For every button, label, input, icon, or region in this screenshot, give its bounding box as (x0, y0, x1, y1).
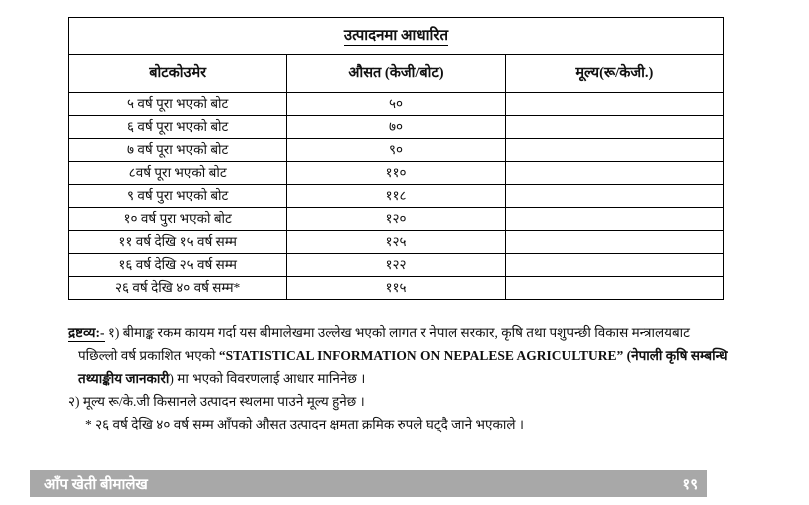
table-header-row (69, 55, 724, 93)
table-row (69, 185, 724, 208)
cell-average: ५० (287, 93, 505, 116)
cell-price (505, 185, 723, 208)
column-header-age: बोटकोउमेर (69, 55, 287, 93)
cell-price (505, 93, 723, 116)
cell-age: १६ वर्ष देखि २५ वर्ष सम्म (69, 254, 287, 277)
table-row (69, 116, 724, 139)
note-1-line-2-bold: “STATISTICAL INFORMATION ON NEPALESE AGRICULTURE” (नेपाली कृषि सम्बन्धि (218, 348, 728, 363)
note-1-line-3-bold: तथ्याङ्कीय जानकारी (78, 371, 170, 386)
cell-price (505, 116, 723, 139)
cell-average: १२५ (287, 231, 505, 254)
column-header-price: मूल्य(रू/केजी.) (505, 55, 723, 93)
cell-age: ५ वर्ष पूरा भएको बोट (69, 93, 287, 116)
cell-average: ११० (287, 162, 505, 185)
table-row (69, 277, 724, 300)
table-row (69, 231, 724, 254)
table-row (69, 139, 724, 162)
cell-average: ९० (287, 139, 505, 162)
footer-page-number: १९ (682, 476, 698, 493)
cell-average: १२० (287, 208, 505, 231)
cell-age: २६ वर्ष देखि ४० वर्ष सम्म* (69, 277, 287, 300)
cell-average: ११५ (287, 277, 505, 300)
table-row (69, 254, 724, 277)
footnotes-block (68, 321, 750, 436)
table-title-cell (69, 18, 724, 55)
cell-age: ६ वर्ष पूरा भएको बोट (69, 116, 287, 139)
footer-bar (30, 470, 707, 497)
column-header-average: औसत (केजी/बोट) (287, 55, 505, 93)
cell-price (505, 208, 723, 231)
cell-average: १२२ (287, 254, 505, 277)
note-1-text: १) बीमाङ्क रकम कायम गर्दा यस बीमालेखमा उल्लेख भएको लागत र नेपाल सरकार, कृषि तथा पशुपन्छी विकास मन्त्रालयबाट (104, 325, 690, 340)
table-title-row (69, 18, 724, 55)
table-title: उत्पादनमा आधारित (343, 28, 449, 44)
cell-age: ८वर्ष पूरा भएको बोट (69, 162, 287, 185)
cell-average: ११८ (287, 185, 505, 208)
table-row (69, 93, 724, 116)
cell-price (505, 277, 723, 300)
cell-price (505, 139, 723, 162)
note-1-line-2 (78, 344, 750, 367)
cell-price (505, 254, 723, 277)
note-2: २) मूल्य रू/के.जी किसानले उत्पादन स्थलमा पाउने मूल्य हुनेछ । (68, 394, 365, 409)
note-1-line-1 (68, 321, 750, 344)
cell-price (505, 231, 723, 254)
cell-age: १० वर्ष पुरा भएको बोट (69, 208, 287, 231)
note-1-line-2-normal: पछिल्लो वर्ष प्रकाशित भएको (78, 348, 219, 363)
cell-price (505, 162, 723, 185)
cell-age: ११ वर्ष देखि १५ वर्ष सम्म (69, 231, 287, 254)
table-row (69, 208, 724, 231)
cell-age: ९ वर्ष पुरा भएको बोट (69, 185, 287, 208)
note-1-line-3 (78, 367, 750, 390)
table-row (69, 162, 724, 185)
production-rate-table-wrap (68, 17, 724, 300)
footer-document-title: आँप खेती बीमालेख (44, 476, 148, 493)
production-rate-table (68, 17, 724, 300)
note-1-line-3-normal: ) मा भएको विवरणलाई आधार मानिनेछ । (169, 371, 366, 386)
note-3-asterisk: * २६ वर्ष देखि ४० वर्ष सम्म आँपको औसत उत्पादन क्षमता क्रमिक रुपले घट्दै जाने भएकाले । (85, 417, 525, 432)
note-label: द्रष्टव्य:- (68, 325, 105, 340)
cell-average: ७० (287, 116, 505, 139)
cell-age: ७ वर्ष पूरा भएको बोट (69, 139, 287, 162)
